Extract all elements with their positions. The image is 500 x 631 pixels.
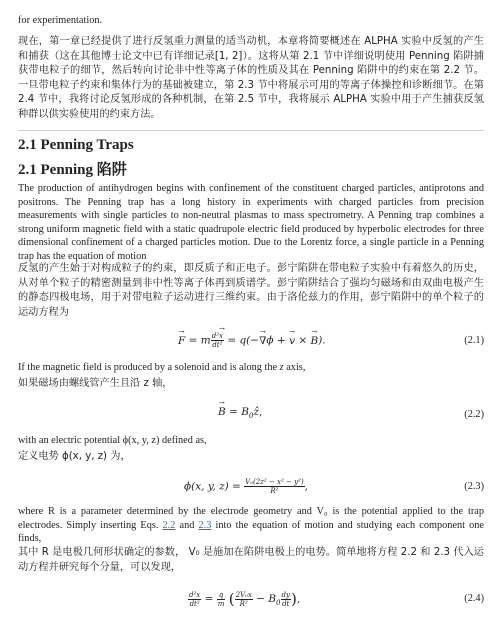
paragraph-3-zh: 定义电势 ϕ(x, y, z) 为， (18, 451, 131, 462)
paragraph-2-en-var: z (279, 362, 284, 373)
paragraph-4-en-b: into the equation of motion and studying each component one finds, (18, 519, 484, 545)
eq-2-3-link[interactable]: 2.3 (198, 519, 212, 531)
equation-2-3-body: ϕ(x, y, z) = $\frac{\text{V₀(2z² − x² − y²)}}{\text{R²}}$ , (184, 478, 308, 495)
intro-paragraph-zh: 现在，第一章已经提供了进行反氢重力测量的适当动机，本章将简要概述在 ALPHA 实验中反氢的产生和捕获（这在其他博士论文中已有详细记录[1, 2]）。这将从第 2.1 节中详细说明使用 Penning 陷阱捕获带电粒子的细节，然后转向讨论非中性等离子体的性质及其在 Penning 陷阱中的约束在第 2.2 节。一旦带电粒子约束和集体行为的基础被建立，第 2.3 节中将展示可用的等离子体操控和诊断细节。在第 2.4 节中，我将讨论反氢形成的各种机制，在第 2.5 节中，我将展示 ALPHA 实验中用于产生捕获反氢种群以供实验使用的约束方法。 (18, 36, 484, 120)
paragraph-2-zh: 如果磁场由螺线管产生且沿 z 轴， (18, 378, 173, 389)
equation-2-3-number: (2.3) (464, 481, 484, 492)
paragraph-4-en-a: where R is a parameter determined by the electrode geometry and V₀ is the potential applied to the trap electrodes. Simply inserting Eqs. (18, 506, 484, 531)
section-heading-mixed (18, 158, 127, 179)
equation-2-2-number: (2.2) (464, 409, 484, 420)
heading-zh: 陷阱 (96, 160, 127, 178)
paragraph-2-en-a: If the magnetic field is produced by a solenoid and is along the (18, 362, 280, 373)
section-divider (18, 130, 484, 131)
heading-prefix: 2.1 Penning (18, 162, 97, 178)
equation-2-1-body: → F = m $\frac{\text{d²→ x}}{\text{dt²}}$ = q(−→ ∇ϕ + → v × → B). (178, 332, 326, 349)
equation-2-1-number: (2.1) (464, 335, 484, 346)
equation-2-4-number: (2.4) (464, 593, 484, 604)
paragraph-2-en-b: axis, (283, 362, 306, 373)
equation-2-4 (18, 590, 484, 612)
paragraph-4-en (18, 505, 484, 546)
paragraph-3-en: with an electric potential ϕ(x, y, z) defined as, (18, 435, 207, 446)
paragraph-1-zh: 反氢的产生始于对构成粒子的约束，即反质子和正电子。彭宁陷阱在带电粒子实验中有着悠久的历史，从对单个粒子的精密测量到非中性等离子体再到质谱学。彭宁陷阱结合了强均匀磁场和由双曲电极产生的静态四极电场，用于对带电粒子运动进行三维约束。由于洛伦兹力的作用，彭宁陷阱中的单个粒子的运动方程为 (18, 263, 484, 318)
equation-2-3 (18, 478, 484, 500)
paragraph-4-zh: 其中 R 是电极几何形状确定的参数， V₀ 是施加在陷阱电极上的电势。简单地将方程 2.2 和 2.3 代入运动方程并研究每个分量，可以发现， (18, 547, 484, 573)
paragraph-1-en: The production of antihydrogen begins with confinement of the constituent charged particles, antiprotons and positrons. The Penning trap has a long history in experiments with charged particles from precision measurements with single particles to non-neutral plasmas to mass spectrometry. A Penning trap combines a strong uniform magnetic field with a static quadrupole electric field produced by hyperbolic electrodes for three dimensional confinement of a charged particles motion. Due to the Lorentz force, a single particle in a Penning trap has the equation of motion (18, 183, 484, 262)
section-heading-en: 2.1 Penning Traps (18, 137, 134, 153)
paragraph-2-en (18, 361, 484, 375)
paragraph-4-en-mid: and (175, 519, 199, 531)
eq-2-2-link[interactable]: 2.2 (162, 519, 176, 531)
top-line: for experimentation. (18, 15, 103, 26)
equation-2-2 (18, 406, 484, 428)
equation-2-1 (18, 332, 484, 354)
equation-2-4-body: $\frac{\text{d²x}}{\text{dt²}}$ = $\frac{q}{m}$ ( $\frac{\text{2V₀x}}{\text{R²}}$ − $B_0$ $\frac{dy}{dt}$ ), (189, 590, 301, 608)
equation-2-2-body: → $B = B_0ẑ$, (218, 406, 262, 420)
